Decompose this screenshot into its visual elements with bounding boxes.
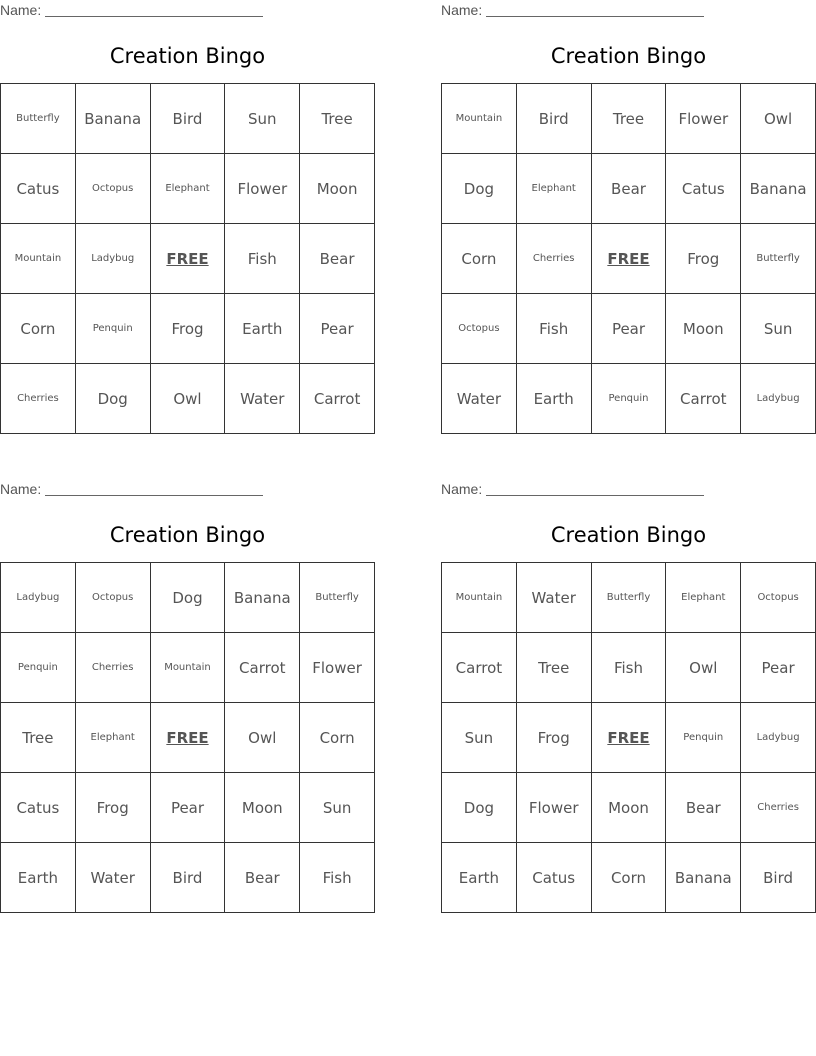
bingo-cell: Octopus bbox=[76, 563, 151, 633]
bingo-grid bbox=[0, 83, 375, 434]
name-label: Name: bbox=[441, 481, 483, 497]
bingo-cell: Octopus bbox=[442, 294, 517, 364]
bingo-cell: Bird bbox=[741, 843, 816, 913]
name-blank-line bbox=[486, 481, 704, 496]
bingo-cell: Owl bbox=[151, 364, 226, 434]
bingo-cell: Corn bbox=[592, 843, 667, 913]
name-field bbox=[0, 481, 263, 497]
bingo-cell: Sun bbox=[442, 703, 517, 773]
free-space-cell: FREE bbox=[151, 224, 226, 294]
bingo-cell: Frog bbox=[517, 703, 592, 773]
bingo-cell: Banana bbox=[741, 154, 816, 224]
bingo-cell: Flower bbox=[300, 633, 375, 703]
bingo-cell: Ladybug bbox=[76, 224, 151, 294]
bingo-cell: Moon bbox=[225, 773, 300, 843]
name-label: Name: bbox=[441, 2, 483, 18]
bingo-cell: Carrot bbox=[300, 364, 375, 434]
card-title: Creation Bingo bbox=[109, 44, 266, 68]
bingo-cell: Flower bbox=[666, 84, 741, 154]
bingo-cell: Corn bbox=[442, 224, 517, 294]
bingo-cell: Elephant bbox=[517, 154, 592, 224]
bingo-cell: Butterfly bbox=[741, 224, 816, 294]
bingo-cell: Owl bbox=[741, 84, 816, 154]
bingo-cell: Catus bbox=[517, 843, 592, 913]
bingo-cell: Fish bbox=[592, 633, 667, 703]
bingo-cell: Catus bbox=[1, 773, 76, 843]
free-space-cell: FREE bbox=[151, 703, 226, 773]
bingo-cell: Cherries bbox=[517, 224, 592, 294]
bingo-cell: Earth bbox=[517, 364, 592, 434]
bingo-cell: Carrot bbox=[225, 633, 300, 703]
bingo-cell: Mountain bbox=[151, 633, 226, 703]
bingo-cell: Bear bbox=[225, 843, 300, 913]
bingo-cell: Cherries bbox=[741, 773, 816, 843]
bingo-cell: Fish bbox=[300, 843, 375, 913]
bingo-cell: Ladybug bbox=[741, 703, 816, 773]
bingo-grid bbox=[441, 83, 816, 434]
bingo-cell: Penquin bbox=[76, 294, 151, 364]
name-blank-line bbox=[486, 2, 704, 17]
bingo-cell: Dog bbox=[151, 563, 226, 633]
bingo-cell: Pear bbox=[741, 633, 816, 703]
bingo-cell: Catus bbox=[1, 154, 76, 224]
bingo-cell: Sun bbox=[300, 773, 375, 843]
bingo-cell: Carrot bbox=[442, 633, 517, 703]
bingo-cell: Bear bbox=[592, 154, 667, 224]
bingo-cell: Banana bbox=[76, 84, 151, 154]
bingo-cell: Earth bbox=[442, 843, 517, 913]
bingo-cell: Mountain bbox=[442, 84, 517, 154]
bingo-cell: Butterfly bbox=[592, 563, 667, 633]
bingo-cell: Water bbox=[517, 563, 592, 633]
bingo-cell: Penquin bbox=[1, 633, 76, 703]
bingo-cell: Tree bbox=[517, 633, 592, 703]
bingo-cell: Water bbox=[225, 364, 300, 434]
bingo-cell: Bird bbox=[517, 84, 592, 154]
bingo-cell: Elephant bbox=[666, 563, 741, 633]
card-title: Creation Bingo bbox=[550, 44, 707, 68]
bingo-grid bbox=[0, 562, 375, 913]
bingo-cell: Cherries bbox=[76, 633, 151, 703]
bingo-cell: Corn bbox=[300, 703, 375, 773]
bingo-cell: Tree bbox=[300, 84, 375, 154]
bingo-cell: Dog bbox=[442, 154, 517, 224]
bingo-cell: Catus bbox=[666, 154, 741, 224]
bingo-cell: Earth bbox=[225, 294, 300, 364]
free-space-cell: FREE bbox=[592, 703, 667, 773]
bingo-cell: Tree bbox=[1, 703, 76, 773]
bingo-cell: Dog bbox=[442, 773, 517, 843]
bingo-grid bbox=[441, 562, 816, 913]
bingo-cell: Elephant bbox=[76, 703, 151, 773]
bingo-cell: Water bbox=[76, 843, 151, 913]
bingo-cell: Water bbox=[442, 364, 517, 434]
bingo-cell: Frog bbox=[666, 224, 741, 294]
bingo-cell: Fish bbox=[517, 294, 592, 364]
bingo-cell: Flower bbox=[225, 154, 300, 224]
bingo-cell: Owl bbox=[666, 633, 741, 703]
bingo-cell: Octopus bbox=[741, 563, 816, 633]
bingo-cell: Moon bbox=[592, 773, 667, 843]
bingo-cell: Penquin bbox=[666, 703, 741, 773]
bingo-cell: Ladybug bbox=[741, 364, 816, 434]
bingo-cell: Bear bbox=[300, 224, 375, 294]
bingo-cell: Elephant bbox=[151, 154, 226, 224]
bingo-cell: Butterfly bbox=[1, 84, 76, 154]
card-title: Creation Bingo bbox=[109, 523, 266, 547]
bingo-cell: Frog bbox=[151, 294, 226, 364]
bingo-cell: Banana bbox=[666, 843, 741, 913]
bingo-cell: Pear bbox=[300, 294, 375, 364]
bingo-cell: Penquin bbox=[592, 364, 667, 434]
bingo-cell: Moon bbox=[300, 154, 375, 224]
name-blank-line bbox=[45, 2, 263, 17]
bingo-cell: Frog bbox=[76, 773, 151, 843]
bingo-cell: Banana bbox=[225, 563, 300, 633]
bingo-cell: Fish bbox=[225, 224, 300, 294]
bingo-cell: Bird bbox=[151, 84, 226, 154]
bingo-cell: Earth bbox=[1, 843, 76, 913]
bingo-cell: Flower bbox=[517, 773, 592, 843]
bingo-cell: Dog bbox=[76, 364, 151, 434]
name-field bbox=[0, 2, 263, 18]
card-title: Creation Bingo bbox=[550, 523, 707, 547]
bingo-cell: Corn bbox=[1, 294, 76, 364]
bingo-cell: Butterfly bbox=[300, 563, 375, 633]
bingo-cell: Octopus bbox=[76, 154, 151, 224]
bingo-cell: Bear bbox=[666, 773, 741, 843]
name-field bbox=[441, 2, 704, 18]
bingo-cell: Pear bbox=[151, 773, 226, 843]
name-blank-line bbox=[45, 481, 263, 496]
bingo-cell: Sun bbox=[741, 294, 816, 364]
bingo-cell: Carrot bbox=[666, 364, 741, 434]
bingo-cell: Tree bbox=[592, 84, 667, 154]
bingo-cell: Cherries bbox=[1, 364, 76, 434]
bingo-cell: Sun bbox=[225, 84, 300, 154]
name-label: Name: bbox=[0, 481, 42, 497]
bingo-cell: Bird bbox=[151, 843, 226, 913]
bingo-cell: Mountain bbox=[442, 563, 517, 633]
free-space-cell: FREE bbox=[592, 224, 667, 294]
bingo-cell: Moon bbox=[666, 294, 741, 364]
bingo-cell: Pear bbox=[592, 294, 667, 364]
bingo-cell: Mountain bbox=[1, 224, 76, 294]
name-field bbox=[441, 481, 704, 497]
name-label: Name: bbox=[0, 2, 42, 18]
bingo-cell: Ladybug bbox=[1, 563, 76, 633]
bingo-cell: Owl bbox=[225, 703, 300, 773]
